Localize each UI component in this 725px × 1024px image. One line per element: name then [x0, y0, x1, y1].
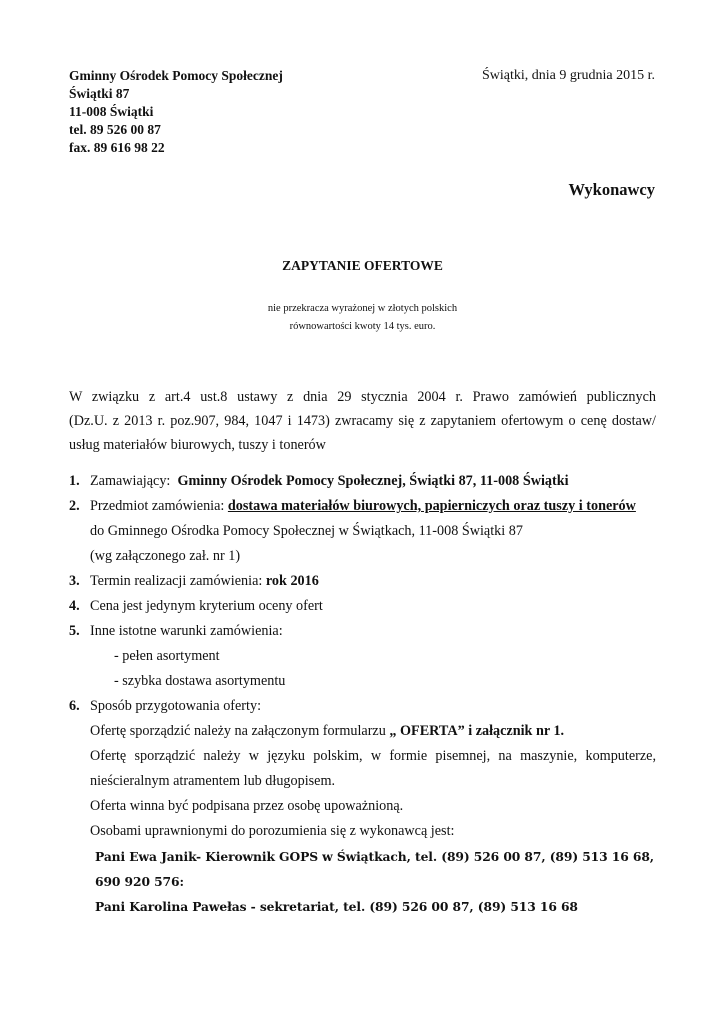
list-item-subject: [69, 494, 656, 569]
document-subtitle: [0, 300, 725, 336]
sender-postal: 11-008 Świątki: [69, 104, 154, 119]
conditions-list: [69, 469, 656, 919]
item-number: 5.: [69, 623, 80, 639]
document-date: Świątki, dnia 9 grudnia 2015 r.: [481, 68, 655, 83]
list-item-deadline: [69, 569, 656, 594]
offer-language-line: Ofertę sporządzić należy w języku polskim, w formie pisemnej, na maszynie, komputerze,: [90, 748, 656, 764]
item-number: 6.: [69, 698, 80, 714]
list-item-ordering-party: [69, 469, 656, 494]
offer-language-line: nieścieralnym atramentem lub długopisem.: [90, 773, 336, 789]
contact-person-1: Pani Ewa Janik- Kierownik GOPS w Świątkach, tel. (89) 526 00 87, (89) 513 16 68,: [95, 849, 654, 864]
subtitle-line: równowartości kwoty 14 tys. euro.: [289, 321, 436, 332]
item-number: 1.: [69, 473, 80, 489]
ordering-party-value: Gminny Ośrodek Pomocy Społecznej, Świątki 87, 11-008 Świątki: [177, 473, 569, 489]
offer-form-text: Ofertę sporządzić należy na załączonym formularzu: [90, 723, 386, 739]
item-number: 2.: [69, 498, 80, 514]
deadline-value: rok 2016: [265, 573, 319, 589]
item-label: Termin realizacji zamówienia:: [90, 573, 263, 589]
list-item-conditions: [69, 619, 656, 644]
offer-form-name: „ OFERTA” i załącznik nr 1.: [389, 723, 565, 739]
item-label: Przedmiot zamówienia:: [90, 498, 225, 514]
offer-form-line: [69, 719, 656, 744]
item-label: Zamawiający:: [90, 473, 171, 489]
item-label: Sposób przygotowania oferty:: [90, 698, 262, 714]
sender-address: [69, 67, 283, 157]
condition-line: - szybka dostawa asortymentu: [114, 673, 286, 689]
recipient: Wykonawcy: [568, 180, 655, 199]
list-item-offer-preparation: [69, 694, 656, 719]
intro-line: W związku z art.4 ust.8 ustawy z dnia 29 stycznia 2004 r. Prawo zamówień publicznych: [69, 389, 656, 405]
sender-name: Gminny Ośrodek Pomocy Społecznej: [69, 68, 283, 83]
subject-line: (wg załączonego zał. nr 1): [90, 548, 241, 564]
item-number: 3.: [69, 573, 80, 589]
sender-fax: fax. 89 616 98 22: [69, 140, 165, 155]
intro-line: (Dz.U. z 2013 r. poz.907, 984, 1047 i 1473) zwracamy się z zapytaniem ofertowym o cenę dostaw/: [69, 413, 656, 429]
sender-phone: tel. 89 526 00 87: [69, 122, 161, 137]
document-title: ZAPYTANIE OFERTOWE: [282, 258, 443, 273]
subject-value: dostawa materiałów biurowych, papierniczych oraz tuszy i tonerów: [227, 498, 636, 514]
contact-person-1-phone: 690 920 576:: [95, 874, 184, 889]
sender-street: Świątki 87: [69, 86, 130, 101]
subtitle-line: nie przekracza wyrażonej w złotych polskich: [267, 303, 458, 314]
subject-line: do Gminnego Ośrodka Pomocy Społecznej w Świątkach, 11-008 Świątki 87: [90, 523, 523, 539]
item-label: Inne istotne warunki zamówienia:: [90, 623, 283, 639]
contact-intro-line: Osobami uprawnionymi do porozumienia się z wykonawcą jest:: [90, 823, 455, 839]
list-item-criterion: [69, 594, 656, 619]
condition-line: - pełen asortyment: [114, 648, 220, 664]
intro-line: usług materiałów biurowych, tuszy i tonerów: [69, 437, 326, 453]
item-label: Cena jest jedynym kryterium oceny ofert: [90, 598, 323, 614]
item-number: 4.: [69, 598, 80, 614]
contact-person-2: Pani Karolina Pawełas - sekretariat, tel. (89) 526 00 87, (89) 513 16 68: [95, 899, 578, 914]
intro-paragraph: [69, 385, 656, 457]
offer-signature-line: Oferta winna być podpisana przez osobę upoważnioną.: [90, 798, 404, 814]
